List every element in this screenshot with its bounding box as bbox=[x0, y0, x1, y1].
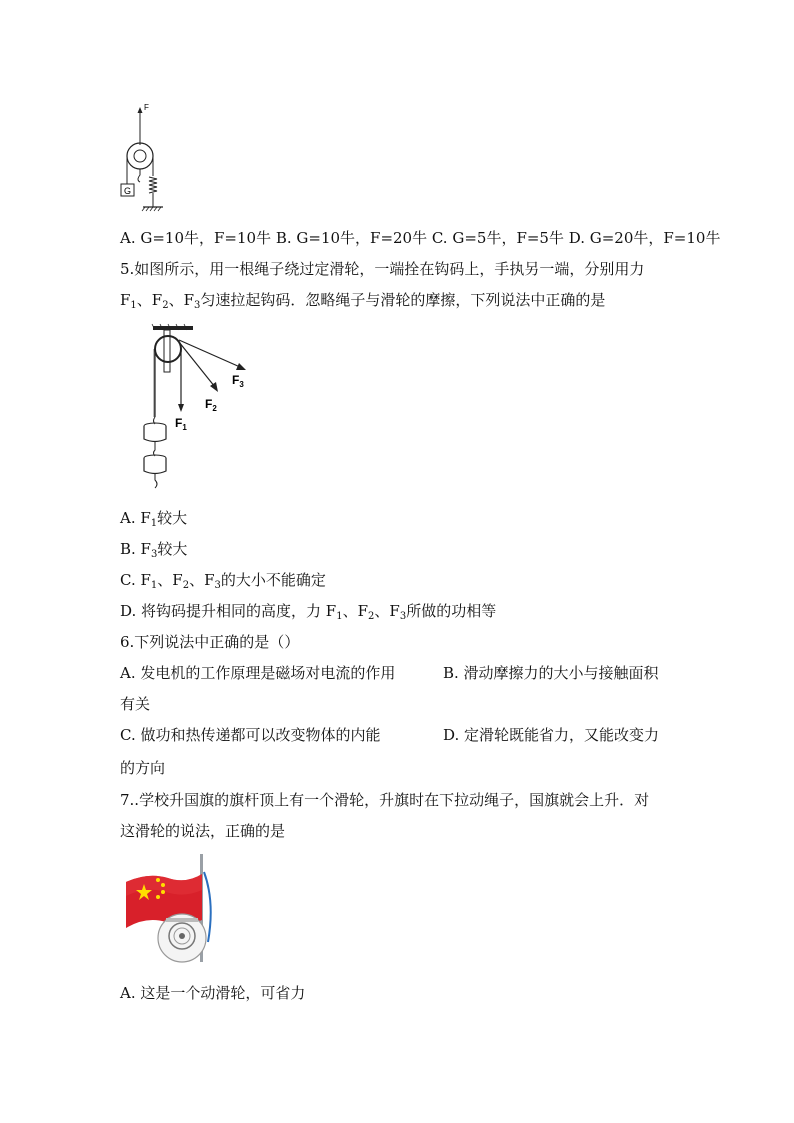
q7-option-a: A. 这是一个动滑轮，可省力 bbox=[120, 984, 306, 1002]
q7-flag-figure bbox=[120, 852, 220, 964]
q4-pulley-figure bbox=[118, 100, 178, 215]
q5-option-b: B. $F_3$较大 bbox=[120, 540, 188, 560]
q5-option-d: D. 将钩码提升相同的高度，力 $F_1$、$F_2$、$F_3$所做的功相等 bbox=[120, 602, 497, 622]
q6-stem: 6.下列说法中正确的是（） bbox=[120, 633, 300, 651]
force-label: F bbox=[144, 103, 149, 112]
q7-stem-line1: 7..学校升国旗的旗杆顶上有一个滑轮，升旗时在下拉动绳子，国旗就会上升．对 bbox=[120, 791, 650, 809]
hook-weight-2 bbox=[144, 458, 166, 474]
q5-option-c: C. $F_1$、$F_2$、$F_3$的大小不能确定 bbox=[120, 571, 326, 591]
q6-option-c: C. 做功和热传递都可以改变物体的内能 bbox=[120, 726, 381, 744]
q6-option-b-cont: 有关 bbox=[120, 695, 151, 713]
hook-weight-1 bbox=[144, 426, 166, 442]
pulley-wheel bbox=[127, 143, 153, 169]
q6-option-d-cont: 的方向 bbox=[120, 759, 166, 777]
spring bbox=[149, 177, 157, 193]
f1-label: $F_1$ bbox=[175, 416, 187, 432]
q5-pulley-figure bbox=[135, 322, 265, 497]
q4-options: A. G=10牛，F=10牛 B. G=10牛，F=20牛 C. G=5牛，F=5牛 D. G=20牛，F=10牛 bbox=[120, 229, 721, 247]
q5-stem-line2: $F_1$、$F_2$、$F_3$匀速拉起钩码．忽略绳子与滑轮的摩擦，下列说法中正确的是 bbox=[120, 291, 606, 311]
f2-label: $F_2$ bbox=[205, 397, 217, 413]
q6-option-d: D. 定滑轮既能省力，又能改变力 bbox=[443, 726, 660, 744]
q5-stem-line1: 5.如图所示，用一根绳子绕过定滑轮，一端拴在钩码上，手执另一端，分别用力 bbox=[120, 260, 645, 278]
q6-option-a: A. 发电机的工作原理是磁场对电流的作用 bbox=[120, 664, 396, 682]
q7-stem-line2: 这滑轮的说法，正确的是 bbox=[120, 822, 286, 840]
pulley-wheel bbox=[155, 336, 181, 362]
weight-label: G bbox=[124, 186, 132, 196]
q5-option-a: A. $F_1$较大 bbox=[120, 509, 188, 529]
f3-label: $F_3$ bbox=[232, 373, 244, 389]
q6-option-b: B. 滑动摩擦力的大小与接触面积 bbox=[443, 664, 659, 682]
